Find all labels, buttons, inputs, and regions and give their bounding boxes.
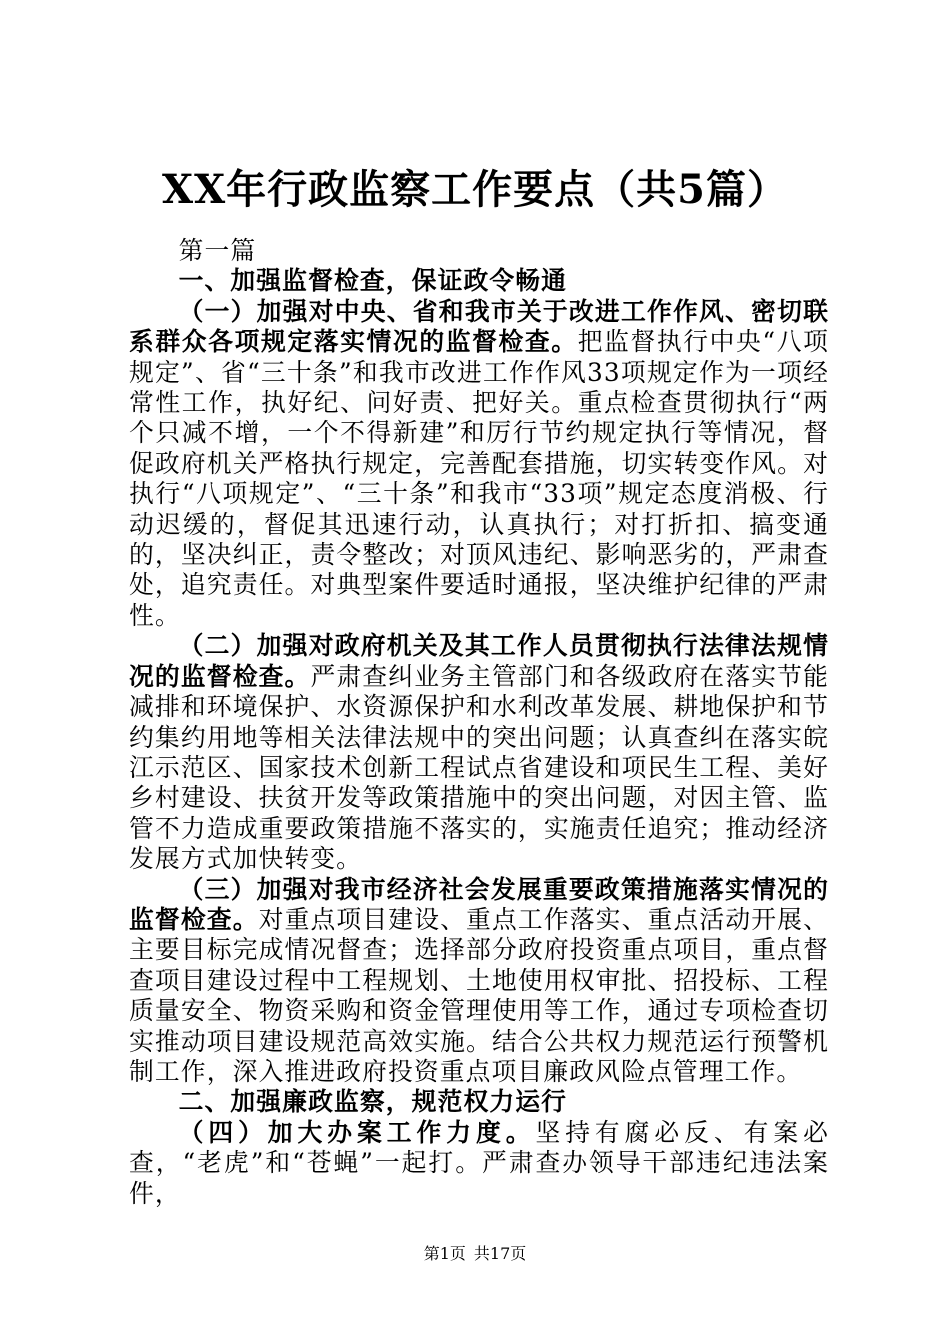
page-total: 共17页 <box>473 1244 527 1263</box>
page-footer <box>0 1242 950 1266</box>
paragraph-3-text: 对重点项目建设、重点工作落实、重点活动开展、主要目标完成情况督查；选择部分政府投资重点项目，重点督查项目建设过程中工程规划、土地使用权审批、招投标、工程质量安全、物资采购和资金管理使用等工作，通过专项检查切实推动项目建设规范高效实施。结合公共权力规范运行预警机制工作，深入推进政府投资重点项目廉政风险点管理工作。 <box>129 904 829 1086</box>
paragraph-1-text: 把监督执行中央“八项规定”、省“三十条”和我市改进工作作风33项规定作为一项经常性工作，执好纪、问好责、把好关。重点检查贯彻执行“两个只减不增，一个不得新建”和厉行节约规定执行等情况，督促政府机关严格执行规定，完善配套措施，切实转变作风。对执行“八项规定”、“三十条”和我市“33项”规定态度消极、行动迟缓的，督促其迅速行动，认真执行；对打折扣、搞变通的，坚决纠正，责令整改；对顶风违纪、影响恶劣的，严肃查处，追究责任。对典型案件要适时通报，坚决维护纪律的严肃性。 <box>129 327 829 630</box>
page-number: 第1页 <box>423 1244 466 1263</box>
paragraph-3 <box>129 875 829 1088</box>
document-body <box>129 236 829 1209</box>
section-label: 第一篇 <box>178 236 257 265</box>
paragraph-2 <box>129 631 829 874</box>
paragraph-2-text: 严肃查纠业务主管部门和各级政府在落实节能减排和环境保护、水资源保护和水利改革发展、耕地保护和节约集约用地等相关法律法规中的突出问题；认真查纠在落实皖江示范区、国家技术创新工程试点省建设和项民生工程、美好乡村建设、扶贫开发等政策措施中的突出问题，对因主管、监管不力造成重要政策措施不落实的，实施责任追究；推动经济发展方式加快转变。 <box>129 661 829 874</box>
paragraph-1 <box>129 297 829 631</box>
paragraph-1-lead: （一）加强对中央、省和我市关于改进工作作风、密切联系群众各项规定落实情况的监督检查。 <box>129 296 829 357</box>
heading-2: 二、加强廉政监察，规范权力运行 <box>178 1087 568 1117</box>
document-title: XX年行政监察工作要点（共5篇） <box>162 166 788 213</box>
paragraph-3-lead: （三）加强对我市经济社会发展重要政策措施落实情况的监督检查。 <box>129 874 829 934</box>
paragraph-4-text: 坚持有腐必反、有案必查，“老虎”和“苍蝇”一起打。严肃查办领导干部违纪违法案件， <box>129 1117 829 1208</box>
paragraph-4-lead: （四）加大办案工作力度。 <box>178 1117 536 1147</box>
paragraph-2-lead: （二）加强对政府机关及其工作人员贯彻执行法律法规情况的监督检查。 <box>129 631 829 691</box>
paragraph-4 <box>129 1118 829 1209</box>
heading-1: 一、加强监督检查，保证政令畅通 <box>178 266 568 296</box>
